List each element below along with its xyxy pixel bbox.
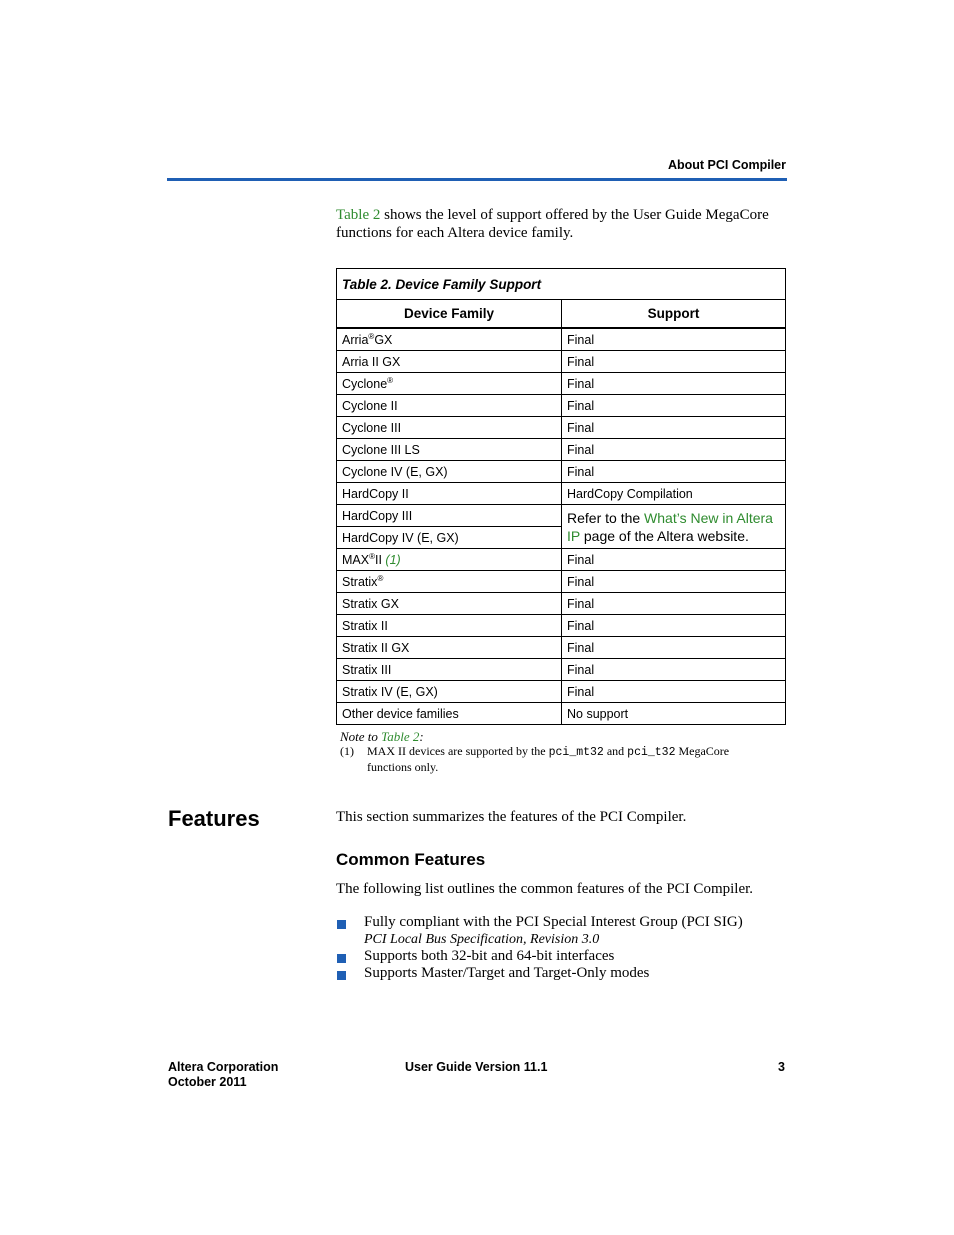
header-rule <box>167 178 787 181</box>
common-features-intro: The following list outlines the common features of the PCI Compiler. <box>336 881 754 897</box>
cell-support: Final <box>562 615 786 637</box>
cell-family: Arria®GX <box>337 328 562 351</box>
bullet-square-icon <box>337 920 346 929</box>
page-number: 3 <box>778 1060 785 1074</box>
cell-support: Final <box>562 637 786 659</box>
cell-family: Cyclone® <box>337 373 562 395</box>
table-row <box>337 593 786 615</box>
cell-family: Stratix II GX <box>337 637 562 659</box>
table-row <box>337 659 786 681</box>
footer-version: User Guide Version 11.1 <box>405 1060 548 1074</box>
cell-family: HardCopy IV (E, GX) <box>337 527 562 549</box>
cell-support: Final <box>562 328 786 351</box>
cell-support: Final <box>562 461 786 483</box>
cell-family: MAX®II (1) <box>337 549 562 571</box>
note-table-2-link[interactable]: Table 2 <box>381 729 420 744</box>
table-row <box>337 571 786 593</box>
list-item-continuation: PCI Local Bus Specification, Revision 3.0 <box>364 932 600 947</box>
cell-family: Cyclone III LS <box>337 439 562 461</box>
table-caption: Table 2. Device Family Support <box>337 269 786 300</box>
cell-family: Cyclone III <box>337 417 562 439</box>
table-row <box>337 417 786 439</box>
cell-support: HardCopy Compilation <box>562 483 786 505</box>
subsection-heading-common-features: Common Features <box>336 850 486 869</box>
table-row <box>337 395 786 417</box>
cell-support: No support <box>562 703 786 725</box>
cell-support: Final <box>562 395 786 417</box>
table-row <box>337 703 786 725</box>
table-note-title: Note to Table 2: <box>340 729 424 744</box>
bullet-square-icon <box>337 954 346 963</box>
table-row <box>337 461 786 483</box>
table-row <box>337 483 786 505</box>
list-item: Supports Master/Target and Target-Only modes <box>364 965 650 981</box>
cell-family: Stratix III <box>337 659 562 681</box>
cell-support: Final <box>562 593 786 615</box>
table-2-link[interactable]: Table 2 <box>336 207 381 223</box>
column-header-device-family: Device Family <box>337 300 562 329</box>
cell-support: Final <box>562 549 786 571</box>
cell-support: Final <box>562 439 786 461</box>
running-header: About PCI Compiler <box>667 158 786 172</box>
table-row <box>337 615 786 637</box>
cell-support: Final <box>562 351 786 373</box>
cell-support: Final <box>562 417 786 439</box>
table-row <box>337 681 786 703</box>
table-row <box>337 373 786 395</box>
cell-family: Arria II GX <box>337 351 562 373</box>
table-row <box>337 637 786 659</box>
cell-family: Stratix IV (E, GX) <box>337 681 562 703</box>
section-heading-features: Features <box>168 806 260 831</box>
table-row <box>337 505 786 527</box>
cell-support: Final <box>562 659 786 681</box>
whats-new-link[interactable]: What’s New in Altera IP <box>567 509 773 544</box>
footer-company: Altera Corporation October 2011 <box>168 1060 279 1089</box>
cell-support: Final <box>562 571 786 593</box>
intro-paragraph <box>336 207 791 242</box>
table-row <box>337 439 786 461</box>
cell-support-merged: Refer to the What’s New in Altera IP page of the Altera website. <box>562 505 786 549</box>
footnote-1-link[interactable]: (1) <box>385 552 401 567</box>
features-intro: This section summarizes the features of the PCI Compiler. <box>336 809 687 825</box>
cell-family: Stratix GX <box>337 593 562 615</box>
cell-family: Cyclone II <box>337 395 562 417</box>
cell-family: Stratix II <box>337 615 562 637</box>
table-row <box>337 549 786 571</box>
list-item: Supports both 32-bit and 64-bit interfaces <box>364 948 615 964</box>
bullet-square-icon <box>337 971 346 980</box>
cell-support: Final <box>562 681 786 703</box>
device-family-table <box>336 268 786 725</box>
list-item: Fully compliant with the PCI Special Interest Group (PCI SIG) <box>364 914 743 930</box>
footnote-text: MAX II devices are supported by the pci_mt32 and pci_t32 MegaCore functions only. <box>367 744 730 774</box>
cell-family: Other device families <box>337 703 562 725</box>
table-row <box>337 328 786 351</box>
cell-family: Cyclone IV (E, GX) <box>337 461 562 483</box>
table-row <box>337 351 786 373</box>
cell-family: HardCopy III <box>337 505 562 527</box>
footnote-number: (1) <box>340 744 354 758</box>
column-header-support: Support <box>562 300 786 329</box>
cell-support: Final <box>562 373 786 395</box>
cell-family: Stratix® <box>337 571 562 593</box>
cell-family: HardCopy II <box>337 483 562 505</box>
intro-text: shows the level of support offered by the User Guide MegaCore functions for each Altera device family. <box>336 207 769 241</box>
